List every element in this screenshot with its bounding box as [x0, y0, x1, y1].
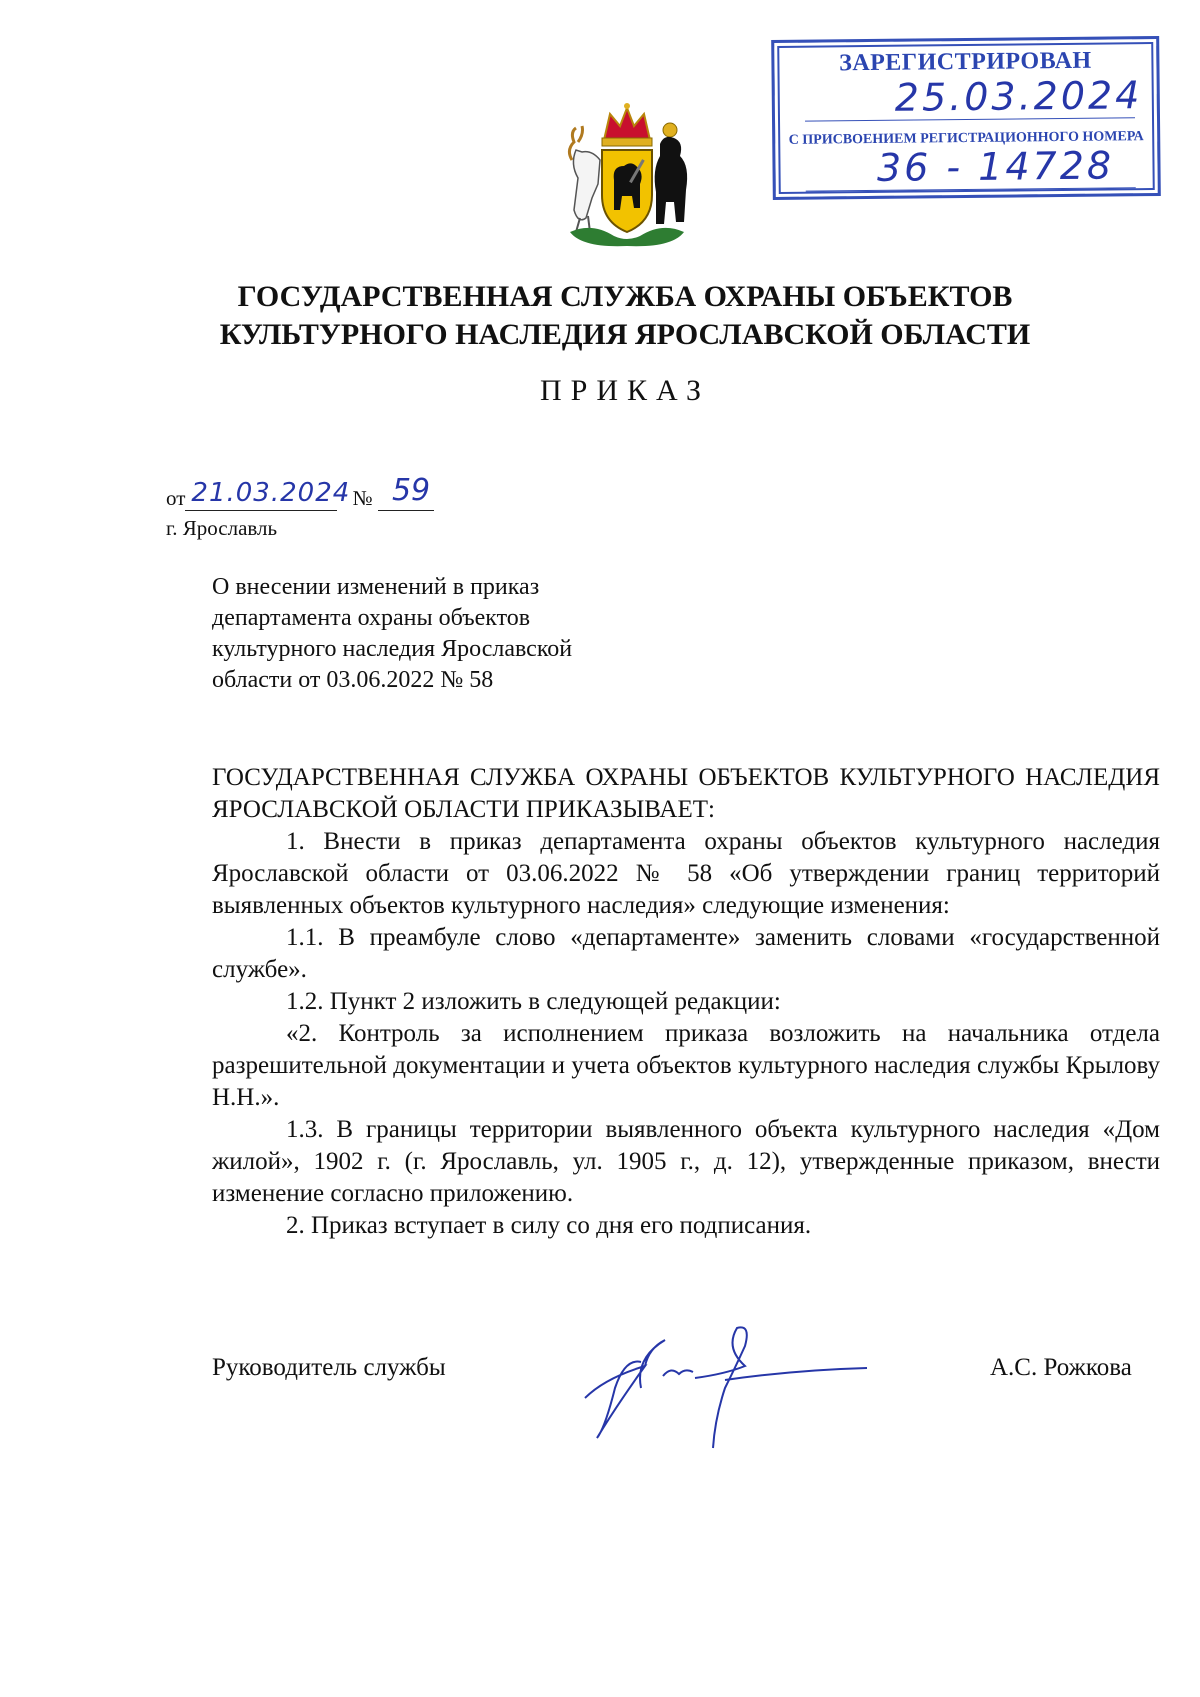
subject-line: культурного наследия Ярославской	[212, 636, 573, 662]
date-number-line	[166, 473, 434, 511]
stamp-registration-number: 36 - 14728	[876, 143, 1115, 190]
handwritten-date: 21.03.2024	[191, 478, 351, 508]
body-paragraph-1-2: 1.2. Пункт 2 изложить в следующей редакции:	[286, 988, 781, 1015]
handwritten-number: 59	[391, 473, 431, 508]
body-paragraph-1-3: 1.3. В границы территории выявленного объекта культурного наследия «Дом жилой», 1902 г. (г. Ярославль, ул. 1905 г., д. 12), утвержденные приказом, внести изменение согласно приложению.	[212, 1116, 1160, 1207]
stamp-subtitle: С ПРИСВОЕНИЕМ РЕГИСТРАЦИОННОГО НОМЕРА	[788, 129, 1144, 148]
document-body	[212, 762, 1160, 1242]
number-prefix: №	[352, 486, 373, 510]
body-paragraph-1-2-quote: «2. Контроль за исполнением приказа возложить на начальника отдела разрешительной документации и учета объектов культурного наследия службы Крылову Н.Н.».	[212, 1020, 1160, 1111]
number-field	[378, 473, 434, 511]
stamp-date: 25.03.2024	[894, 73, 1143, 120]
organization-title	[150, 278, 1100, 354]
document-type: ПРИКАЗ	[540, 374, 710, 407]
subject-line: области от 03.06.2022 № 58	[212, 667, 494, 693]
body-intro: ГОСУДАРСТВЕННАЯ СЛУЖБА ОХРАНЫ ОБЪЕКТОВ КУЛЬТУРНОГО НАСЛЕДИЯ ЯРОСЛАВСКОЙ ОБЛАСТИ ПРИКАЗЫВАЕТ:	[212, 764, 1160, 823]
signatory-name: А.С. Рожкова	[990, 1354, 1132, 1381]
organization-title-line: КУЛЬТУРНОГО НАСЛЕДИЯ ЯРОСЛАВСКОЙ ОБЛАСТИ	[219, 318, 1031, 351]
handwritten-signature	[575, 1318, 875, 1458]
document-subject	[212, 572, 652, 696]
date-prefix: от	[166, 486, 186, 510]
stamp-title: ЗАРЕГИСТРИРОВАН	[839, 47, 1092, 77]
signatory-role: Руководитель службы	[212, 1354, 446, 1381]
registration-stamp	[771, 36, 1161, 200]
body-paragraph-1: 1. Внести в приказ департамента охраны объектов культурного наследия Ярославской области от 03.06.2022 № 58 «Об утверждении границ территорий выявленных объектов культурного наследия» следующие изменения:	[212, 828, 1160, 919]
body-paragraph-1-1: 1.1. В преамбуле слово «департаменте» заменить словами «государственной службе».	[212, 924, 1160, 983]
subject-line: О внесении изменений в приказ	[212, 574, 540, 600]
subject-line: департамента охраны объектов	[212, 605, 531, 631]
date-field	[185, 478, 351, 511]
city: г. Ярославль	[166, 516, 278, 540]
coat-of-arms-icon	[552, 100, 702, 250]
body-paragraph-2: 2. Приказ вступает в силу со дня его подписания.	[286, 1212, 812, 1239]
organization-title-line: ГОСУДАРСТВЕННАЯ СЛУЖБА ОХРАНЫ ОБЪЕКТОВ	[237, 280, 1013, 313]
